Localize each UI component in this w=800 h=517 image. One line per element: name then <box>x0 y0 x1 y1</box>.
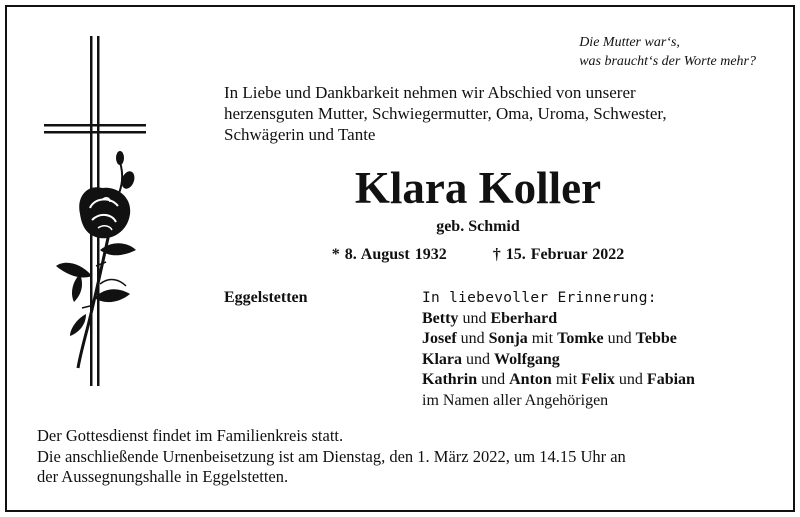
cross-with-rose-icon <box>40 36 150 396</box>
life-dates <box>224 246 732 264</box>
mourner-name: Betty <box>422 309 459 327</box>
mourner-connector: und <box>458 309 491 327</box>
mourner-connector: mit <box>551 371 582 388</box>
mourner-name: Josef <box>422 330 457 347</box>
mourner-connector: im Namen aller Angehörigen <box>422 391 609 409</box>
mourner-line <box>422 391 695 412</box>
mourner-connector: und <box>462 350 494 368</box>
death-date: † 15. Februar 2022 <box>492 246 625 263</box>
mourner-name: Anton <box>509 371 552 388</box>
maiden-name: geb. Schmid <box>436 218 520 235</box>
mourner-connector: und <box>614 371 647 388</box>
place-name: Eggelstetten <box>224 289 308 306</box>
intro-line-3: Schwägerin und Tante <box>224 125 376 144</box>
intro-line-2: herzensguten Mutter, Schwiegermutter, Oma, Uroma, Schwester, <box>224 104 667 123</box>
mourners-lead: In liebevoller Erinnerung: <box>422 290 657 306</box>
motto-line-2: was braucht‘s der Worte mehr? <box>579 54 756 69</box>
birth-date: * 8. August 1932 <box>331 246 447 263</box>
mourner-name: Kathrin <box>422 371 478 388</box>
motto-line-1: Die Mutter war‘s, <box>579 35 680 50</box>
mourner-name: Felix <box>581 371 615 388</box>
mourner-line <box>422 329 695 350</box>
mourner-name: Eberhard <box>490 309 558 327</box>
mourner-line <box>422 309 695 330</box>
motto <box>579 33 756 71</box>
deceased-name: Klara Koller <box>354 163 602 213</box>
footer-line-2: Die anschließende Urnenbeisetzung ist am Dienstag, den 1. März 2022, um 14.15 Uhr an <box>37 446 626 466</box>
mourner-name: Klara <box>422 350 462 368</box>
mourner-connector: und <box>603 330 636 347</box>
mourner-name: Wolfgang <box>494 350 560 368</box>
footer-line-3: der Aussegnungshalle in Eggelstetten. <box>37 467 289 486</box>
mourner-connector: und <box>477 371 510 388</box>
mourner-line <box>422 350 695 371</box>
mourner-name: Sonja <box>488 330 528 347</box>
service-notice <box>37 426 777 488</box>
mourner-name: Fabian <box>646 371 695 388</box>
intro-line-1: In Liebe und Dankbarkeit nehmen wir Abschied von unserer <box>224 83 636 102</box>
mourner-connector: und <box>456 330 489 347</box>
intro-text <box>224 82 764 145</box>
mourners-list <box>422 309 695 412</box>
mourners-block <box>422 288 695 411</box>
mourner-connector: mit <box>527 330 558 347</box>
mourner-line <box>422 370 695 391</box>
mourner-name: Tebbe <box>635 330 677 347</box>
footer-line-1: Der Gottesdienst findet im Familienkreis statt. <box>37 426 344 445</box>
mourner-name: Tomke <box>557 330 604 347</box>
